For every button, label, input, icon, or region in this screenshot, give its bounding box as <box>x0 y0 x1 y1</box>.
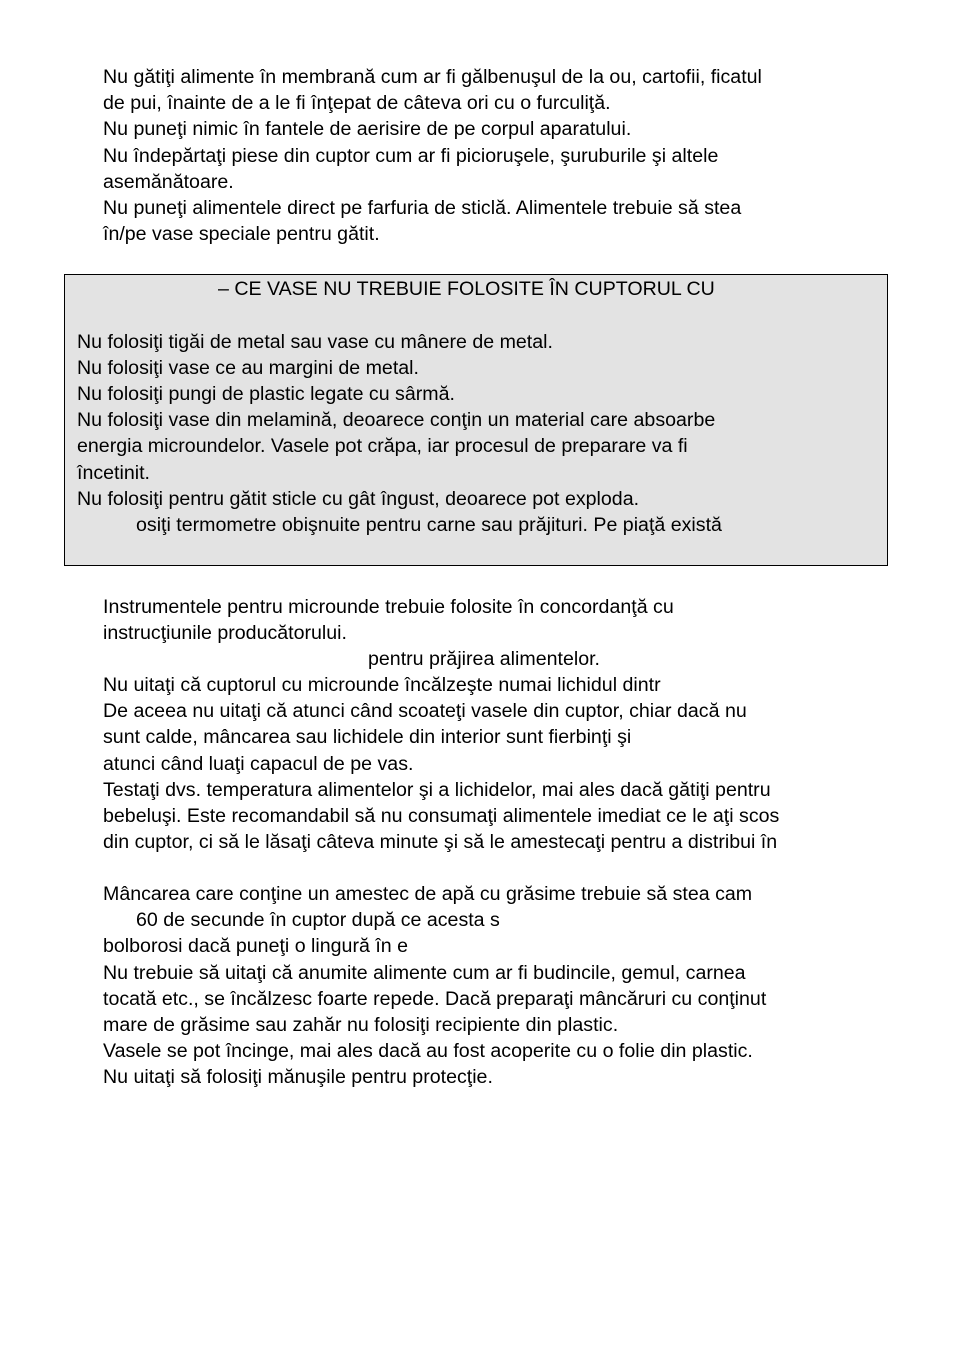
paragraph-line: Mâncarea care conţine un amestec de apă cu grăsime trebuie să stea cam <box>103 883 753 905</box>
warning-line: Nu folosiţi pungi de plastic legate cu sârmă. <box>77 383 455 405</box>
paragraph-line: 60 de secunde în cuptor după ce acesta s <box>136 909 500 931</box>
paragraph-line: din cuptor, ci să le lăsaţi câteva minute şi să le amestecaţi pentru a distribui în <box>103 831 778 853</box>
paragraph-line: atunci când luaţi capacul de pe vas. <box>103 753 414 775</box>
paragraph-line: pentru prăjirea alimentelor. <box>368 648 600 670</box>
paragraph-line: Instrumentele pentru microunde trebuie folosite în concordanţă cu <box>103 596 674 618</box>
warning-line: Nu folosiţi tigăi de metal sau vase cu mânere de metal. <box>77 331 553 353</box>
paragraph-line: tocată etc., se încălzesc foarte repede. Dacă preparaţi mâncăruri cu conţinut <box>103 988 767 1010</box>
paragraph-line: mare de grăsime sau zahăr nu folosiţi recipiente din plastic. <box>103 1014 619 1036</box>
paragraph-line: Nu puneţi nimic în fantele de aerisire de pe corpul aparatului. <box>103 118 632 140</box>
paragraph-line: bebeluşi. Este recomandabil să nu consumaţi alimentele imediat ce le aţi scos <box>103 805 780 827</box>
paragraph-line: De aceea nu uitaţi că atunci când scoateţi vasele din cuptor, chiar dacă nu <box>103 700 747 722</box>
warning-line: osiţi termometre obişnuite pentru carne sau prăjituri. Pe piaţă există <box>136 514 722 536</box>
paragraph-line: Nu uitaţi să folosiţi mănuşile pentru protecţie. <box>103 1066 493 1088</box>
paragraph-line: sunt calde, mâncarea sau lichidele din interior sunt fierbinţi şi <box>103 726 632 748</box>
paragraph-line: Nu trebuie să uitaţi că anumite alimente cum ar fi budincile, gemul, carnea <box>103 962 746 984</box>
warning-box-heading: – CE VASE NU TREBUIE FOLOSITE ÎN CUPTORUL CU <box>218 278 715 300</box>
paragraph-line: Nu gătiţi alimente în membrană cum ar fi gălbenuşul de la ou, cartofii, ficatul <box>103 66 762 88</box>
warning-line: Nu folosiţi pentru gătit sticle cu gât îngust, deoarece pot exploda. <box>77 488 640 510</box>
paragraph-line: de pui, înainte de a le fi înţepat de câteva ori cu o furculiţă. <box>103 92 611 114</box>
paragraph-line: asemănătoare. <box>103 171 234 193</box>
paragraph-line: Nu puneţi alimentele direct pe farfuria de sticlă. Alimentele trebuie să stea <box>103 197 742 219</box>
paragraph-line: instrucţiunile producătorului. <box>103 622 347 644</box>
paragraph-line: Nu uitaţi că cuptorul cu microunde încălzeşte numai lichidul dintr <box>103 674 661 696</box>
paragraph-line: în/pe vase speciale pentru gătit. <box>103 223 380 245</box>
warning-line: încetinit. <box>77 462 150 484</box>
paragraph-line: Nu îndepărtaţi piese din cuptor cum ar fi picioruşele, şuruburile şi altele <box>103 145 719 167</box>
paragraph-line: Vasele se pot încinge, mai ales dacă au fost acoperite cu o folie din plastic. <box>103 1040 753 1062</box>
warning-line: energia microundelor. Vasele pot crăpa, iar procesul de preparare va fi <box>77 435 688 457</box>
warning-line: Nu folosiţi vase din melamină, deoarece conţin un material care absoarbe <box>77 409 716 431</box>
warning-line: Nu folosiţi vase ce au margini de metal. <box>77 357 419 379</box>
paragraph-line: Testaţi dvs. temperatura alimentelor şi a lichidelor, mai ales dacă gătiţi pentru <box>103 779 771 801</box>
paragraph-line: bolborosi dacă puneţi o lingură în e <box>103 935 409 957</box>
